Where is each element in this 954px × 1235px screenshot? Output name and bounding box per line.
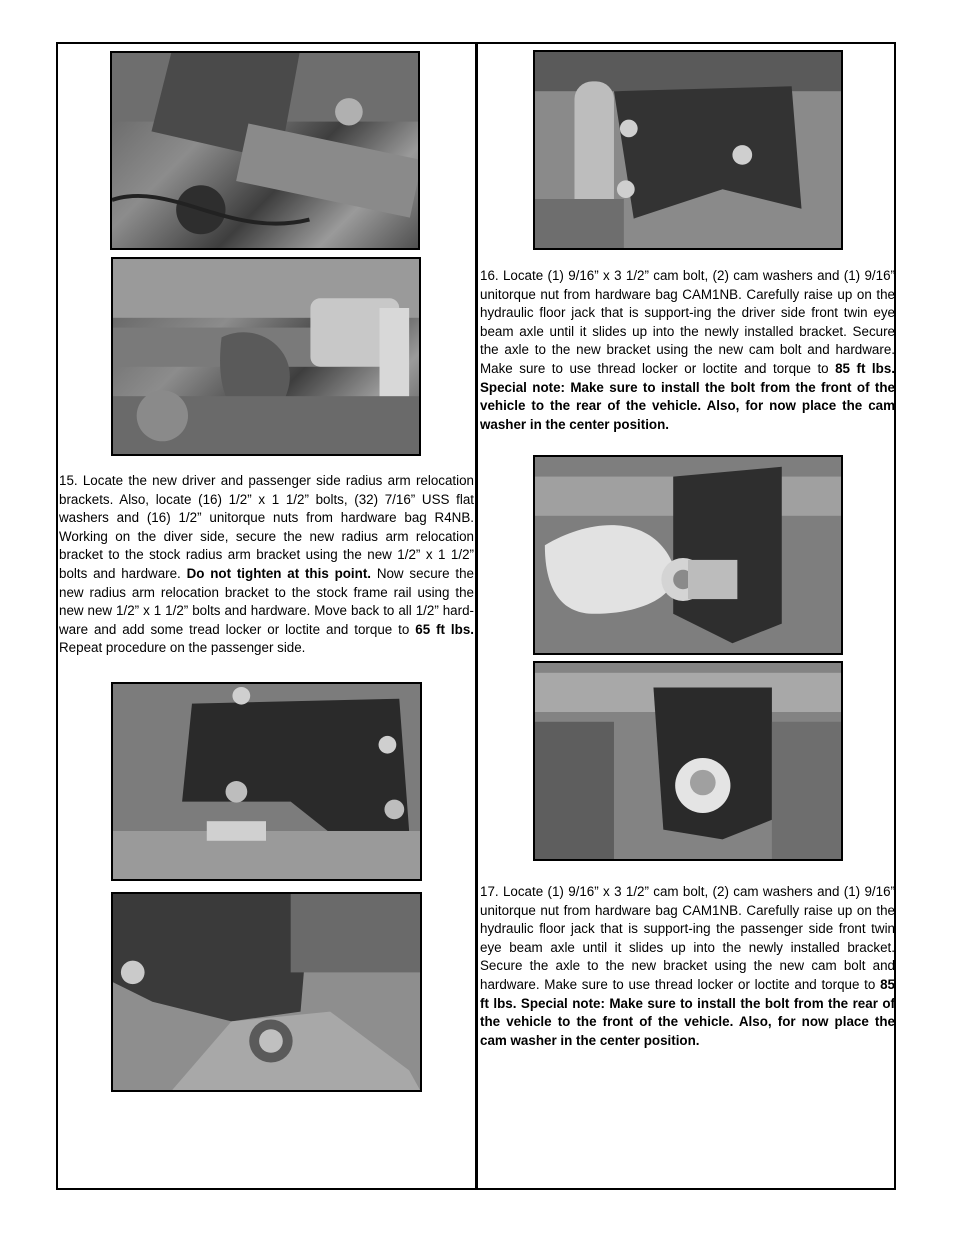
step-15-text [59,472,474,658]
step-16-intro: 16. Locate (1) 9/16” x 3 1/2” cam bolt, (2) cam washers and (1) 9/16” unitorque nut from hardware bag CAM1NB. Carefully raise up on the hydraulic floor jack that is support-ing the driver side front twin eye beam axle until it slides up into the newly installed bracket. Secure the axle to the new bracket using the new cam bolt and hardware. Make sure to use thread locker or loctite and torque to [480,268,895,376]
step-17-intro: 17. Locate (1) 9/16” x 3 1/2” cam bolt, (2) cam washers and (1) 9/16” unitorque nut from hardware bag CAM1NB. Carefully raise up on the hydraulic floor jack that is support-ing the passenger side front twin eye beam axle until it slides up into the newly installed bracket. Secure the axle to the new bracket using the new cam bolt and hardware. Make sure to use thread locker or loctite and torque to [480,884,895,992]
step-17-note: 85 ft lbs. Special note: Make sure to install the bolt from the rear of the vehicle to the front of the vehicle. Also, for now place the cam washer in the center position. [480,976,895,1048]
column-divider [475,42,478,1190]
step-15-mid: Now secure the new radius arm relocation bracket to the stock frame rail using the new new 1/2” x 1 1/2” bolts and hardware. Move back to all 1/2” hard-ware and add some tread locker or loctite and torque to [59,565,475,637]
photo-bracket-bolts [111,892,422,1092]
step-15-torque: 65 ft lbs. [415,621,475,637]
step-15-warning: Do not tighten at this point. [186,565,372,581]
photo-jack-axle [533,50,843,250]
step-16-note: 85 ft lbs. Special note: Make sure to install the bolt from the front of the vehicle to the rear of the vehicle. Also, for now place the cam washer in the center position. [480,360,895,432]
photo-drilling-frame [110,51,420,250]
step-16-text [480,267,895,434]
photo-drill-bracket [111,257,421,456]
step-15-intro: 15. Locate the new driver and passenger side radius arm relocation brackets. Also, locate (16) 1/2” x 1 1/2” bolts, (32) 7/16” USS flat washers and (16) 1/2” unitorque nuts from hardware bag R4NB. Working on the diver side, secure the new radius arm relocation bracket to the stock radius arm bracket using the new 1/2” x 1 1/2” bolts and hardware. [59,473,474,581]
photo-cam-bolt-hand [533,455,843,655]
step-17-text [480,883,895,1050]
photo-installed-bracket [111,682,422,881]
photo-cam-washer-installed [533,661,843,861]
step-15-end: Repeat procedure on the passenger side. [59,640,306,656]
